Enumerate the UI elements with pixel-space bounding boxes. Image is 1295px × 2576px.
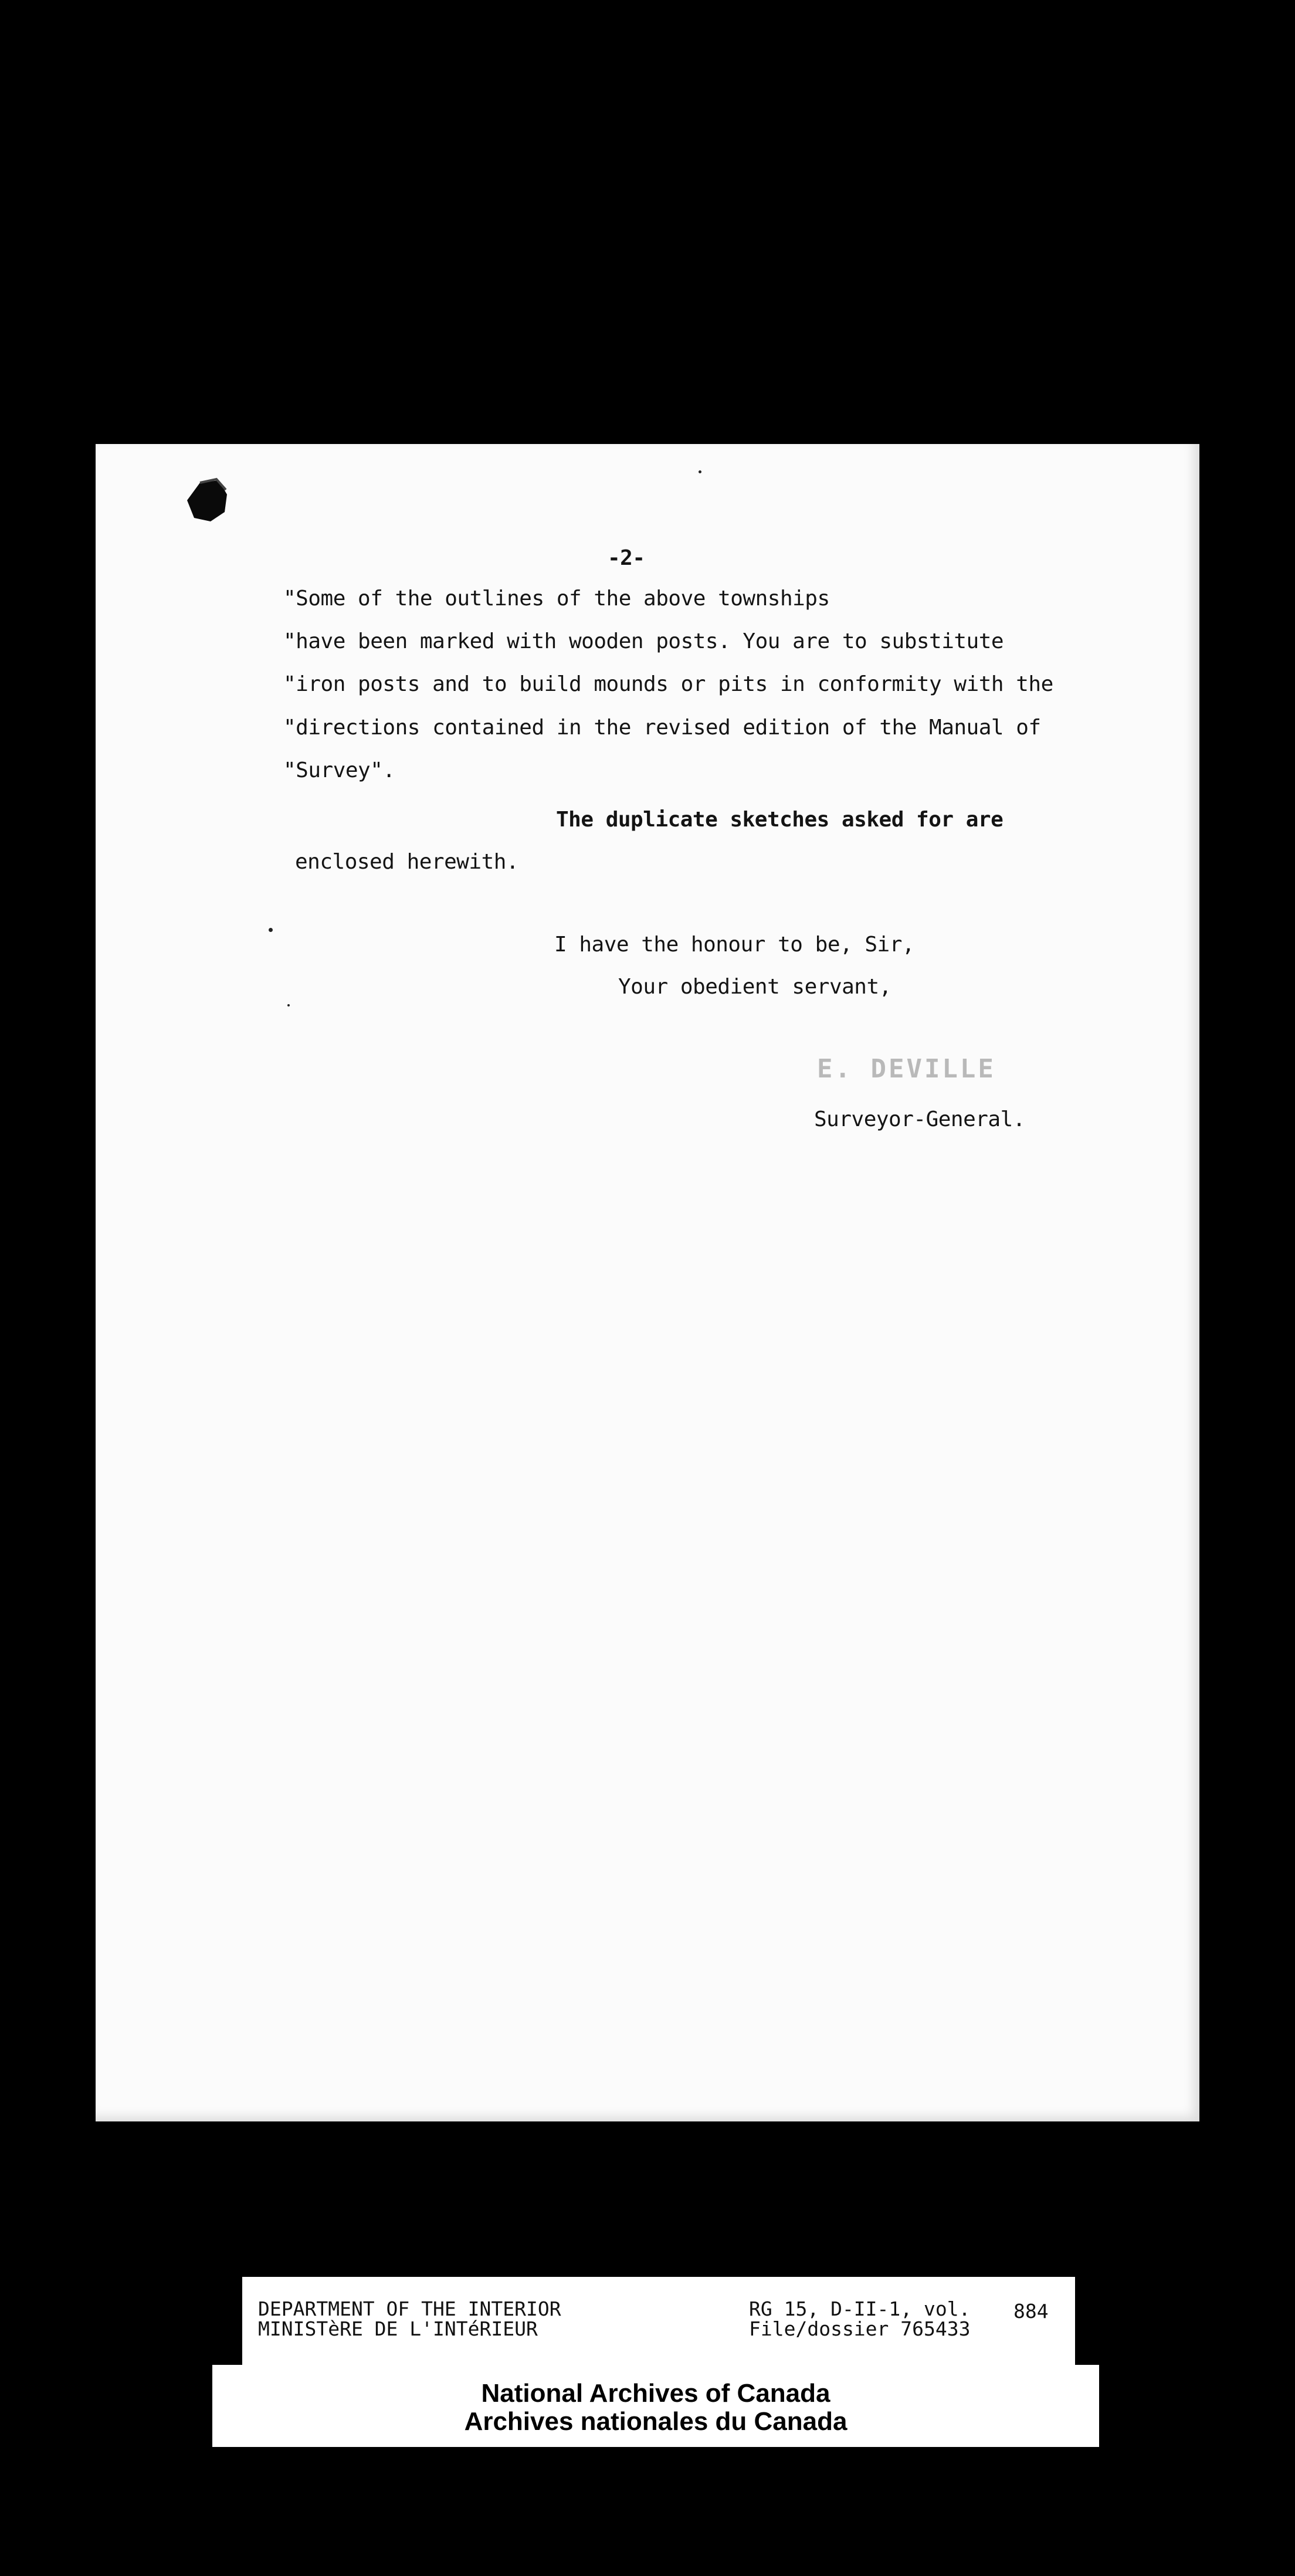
archive-name-french: Archives nationales du Canada (464, 2407, 847, 2436)
closing-line: Your obedient servant, (618, 975, 891, 999)
body-line: "have been marked with wooden posts. You are to substitute (283, 629, 1004, 653)
body-line: "Some of the outlines of the above townships (283, 587, 830, 611)
signature-stamp: E. DEVILLE (817, 1054, 996, 1084)
body-line: "iron posts and to build mounds or pits in conformity with the (283, 672, 1053, 696)
ink-speck (699, 470, 701, 473)
document-page (96, 444, 1199, 2121)
file-number: File/dossier 765433 (749, 2317, 971, 2340)
punched-hole-mark (182, 477, 229, 525)
department-english: DEPARTMENT OF THE INTERIOR (258, 2297, 561, 2320)
archive-name-english: National Archives of Canada (481, 2379, 830, 2408)
ink-speck (269, 928, 273, 932)
volume-number: 884 (1013, 2300, 1049, 2323)
archive-reference-label (242, 2277, 1075, 2370)
closing-line: I have the honour to be, Sir, (554, 933, 915, 957)
ink-speck (287, 1004, 290, 1006)
body-line: The duplicate sketches asked for are (556, 808, 1004, 832)
page-number: -2- (608, 546, 645, 570)
reference-number: RG 15, D-II-1, vol. (749, 2297, 971, 2320)
archive-banner (212, 2365, 1099, 2447)
body-line: enclosed herewith. (295, 850, 519, 874)
department-french: MINISTèRE DE L'INTéRIEUR (258, 2317, 538, 2340)
body-line: "Survey". (283, 758, 395, 782)
signatory-title: Surveyor-General. (814, 1107, 1025, 1131)
body-line: "directions contained in the revised edition of the Manual of (283, 716, 1041, 740)
